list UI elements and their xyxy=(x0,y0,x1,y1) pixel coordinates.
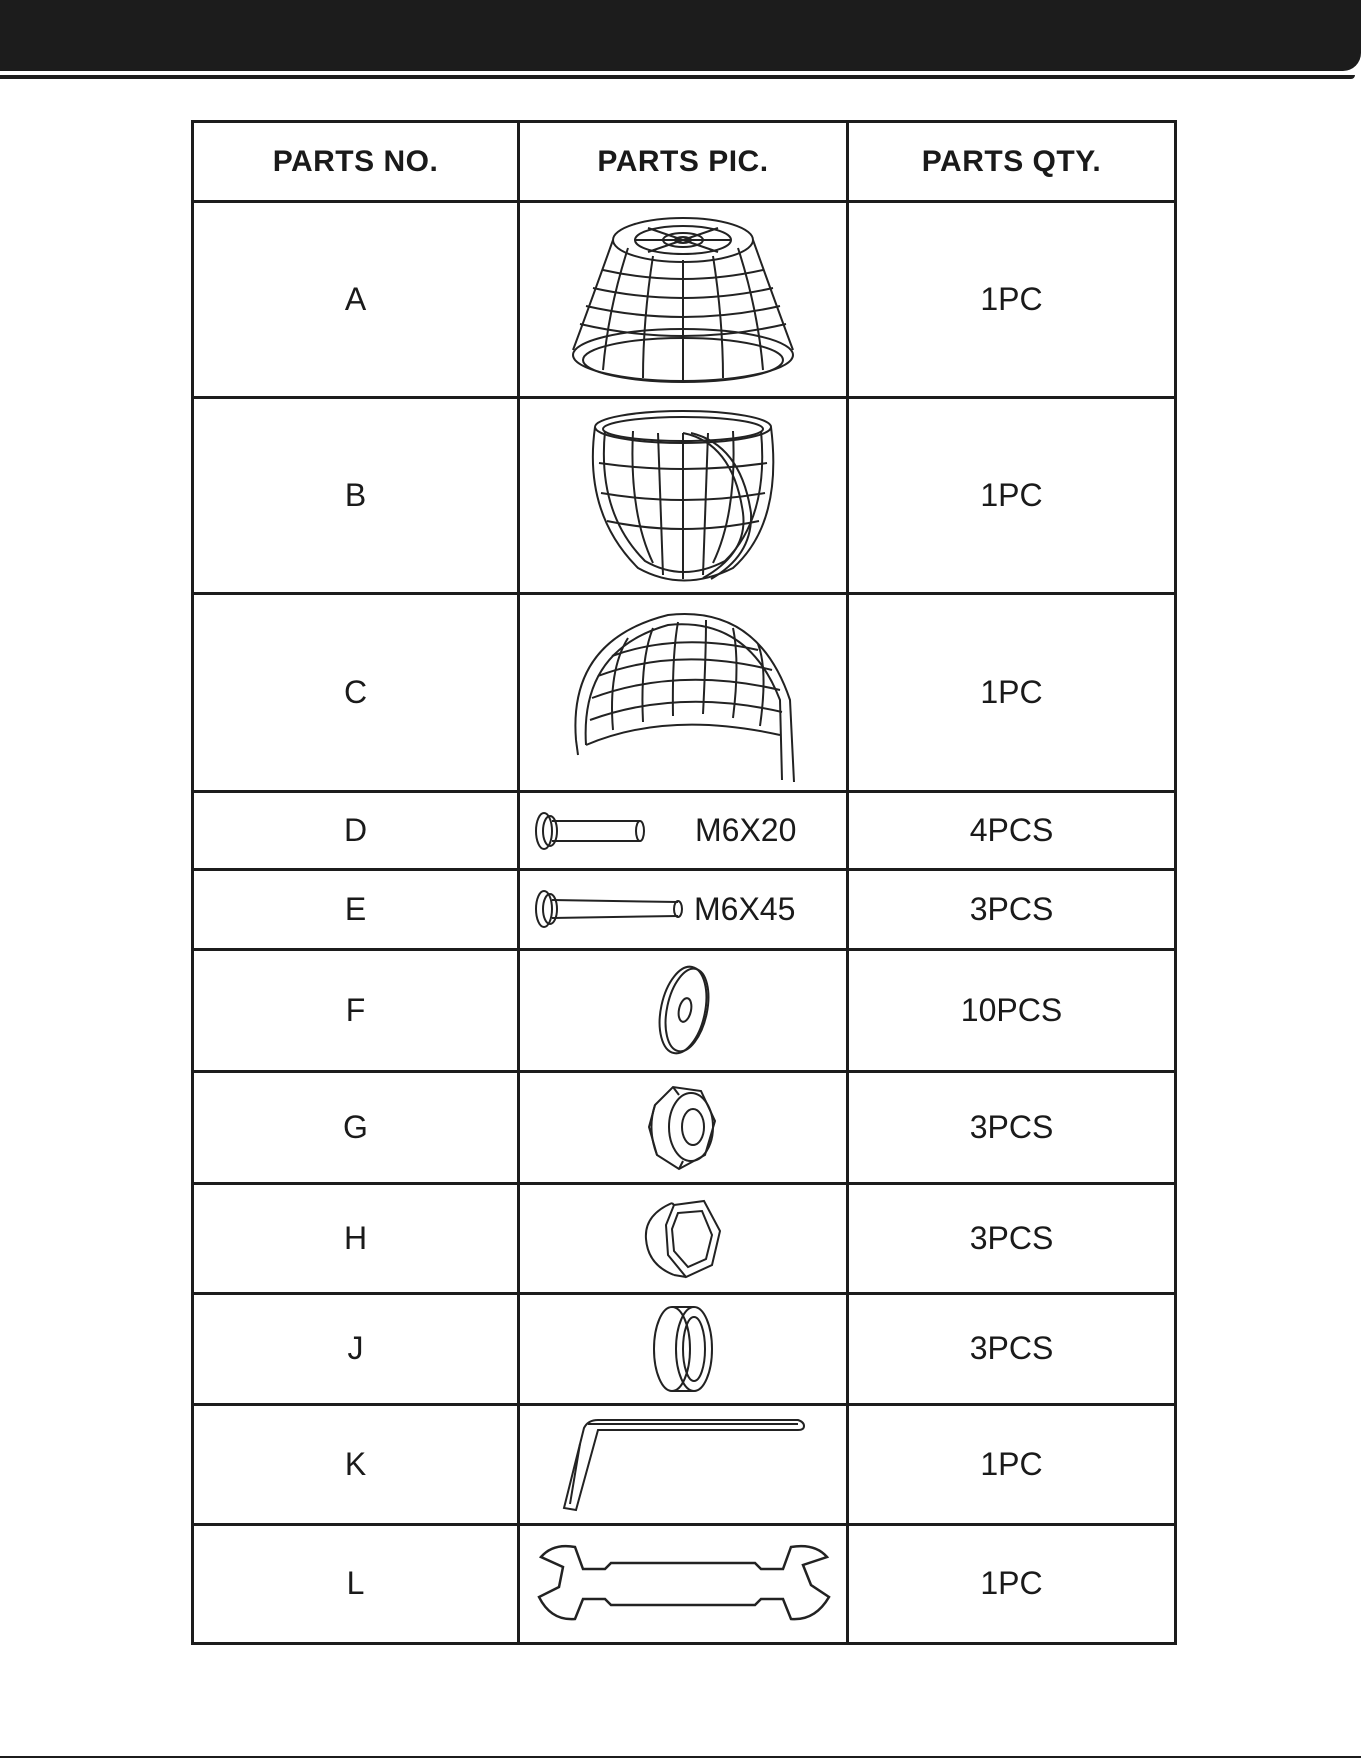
table-row xyxy=(193,949,1176,1071)
part-qty: 4PCS xyxy=(848,792,1176,870)
table-row xyxy=(193,594,1176,792)
part-no: L xyxy=(193,1524,519,1643)
header-parts-no: PARTS NO. xyxy=(193,122,519,202)
part-qty: 10PCS xyxy=(848,949,1176,1071)
part-qty: 1PC xyxy=(848,594,1176,792)
table-header-row xyxy=(193,122,1176,202)
table-row xyxy=(193,1293,1176,1404)
part-pic xyxy=(519,594,848,792)
part-pic xyxy=(519,1404,848,1524)
table-row xyxy=(193,1183,1176,1293)
curved-basket-panel-icon xyxy=(568,600,798,785)
long-bolt-icon xyxy=(532,884,684,934)
bolt-size-label: M6X20 xyxy=(695,812,797,849)
part-qty: 3PCS xyxy=(848,870,1176,949)
part-no: H xyxy=(193,1183,519,1293)
table-row xyxy=(193,870,1176,949)
part-no: J xyxy=(193,1293,519,1404)
part-qty: 3PCS xyxy=(848,1183,1176,1293)
part-no: D xyxy=(193,792,519,870)
footer-rule xyxy=(0,1756,1361,1758)
part-qty: 1PC xyxy=(848,1404,1176,1524)
table-row xyxy=(193,202,1176,398)
basket-side-frame-icon xyxy=(583,403,783,588)
part-qty: 1PC xyxy=(848,398,1176,594)
part-pic xyxy=(519,949,848,1071)
short-bolt-icon xyxy=(532,806,647,856)
header-banner xyxy=(0,0,1361,71)
part-pic xyxy=(519,870,848,949)
bolt-size-label: M6X45 xyxy=(694,890,796,927)
table-row xyxy=(193,398,1176,594)
header-parts-qty: PARTS QTY. xyxy=(848,122,1176,202)
allen-key-icon xyxy=(558,1414,808,1514)
part-pic xyxy=(519,1183,848,1293)
table-row xyxy=(193,1524,1176,1643)
washer-icon xyxy=(653,962,713,1058)
dome-basket-top-icon xyxy=(568,210,798,390)
part-pic xyxy=(519,792,848,870)
part-no: C xyxy=(193,594,519,792)
hex-nut-icon xyxy=(643,1081,723,1173)
part-no: E xyxy=(193,870,519,949)
part-pic xyxy=(519,202,848,398)
part-qty: 1PC xyxy=(848,202,1176,398)
header-parts-pic: PARTS PIC. xyxy=(519,122,848,202)
parts-table xyxy=(191,120,1177,1645)
table-row xyxy=(193,1071,1176,1183)
wrench-icon xyxy=(533,1539,833,1629)
header-rule xyxy=(0,75,1355,79)
table-row xyxy=(193,1404,1176,1524)
part-pic xyxy=(519,1293,848,1404)
part-pic xyxy=(519,1071,848,1183)
part-no: F xyxy=(193,949,519,1071)
part-pic xyxy=(519,1524,848,1643)
part-no: K xyxy=(193,1404,519,1524)
spacer-ring-icon xyxy=(648,1299,718,1399)
cap-nut-icon xyxy=(642,1195,724,1281)
part-qty: 3PCS xyxy=(848,1293,1176,1404)
part-pic xyxy=(519,398,848,594)
part-no: B xyxy=(193,398,519,594)
part-qty: 1PC xyxy=(848,1524,1176,1643)
table-row xyxy=(193,792,1176,870)
part-no: G xyxy=(193,1071,519,1183)
part-no: A xyxy=(193,202,519,398)
part-qty: 3PCS xyxy=(848,1071,1176,1183)
